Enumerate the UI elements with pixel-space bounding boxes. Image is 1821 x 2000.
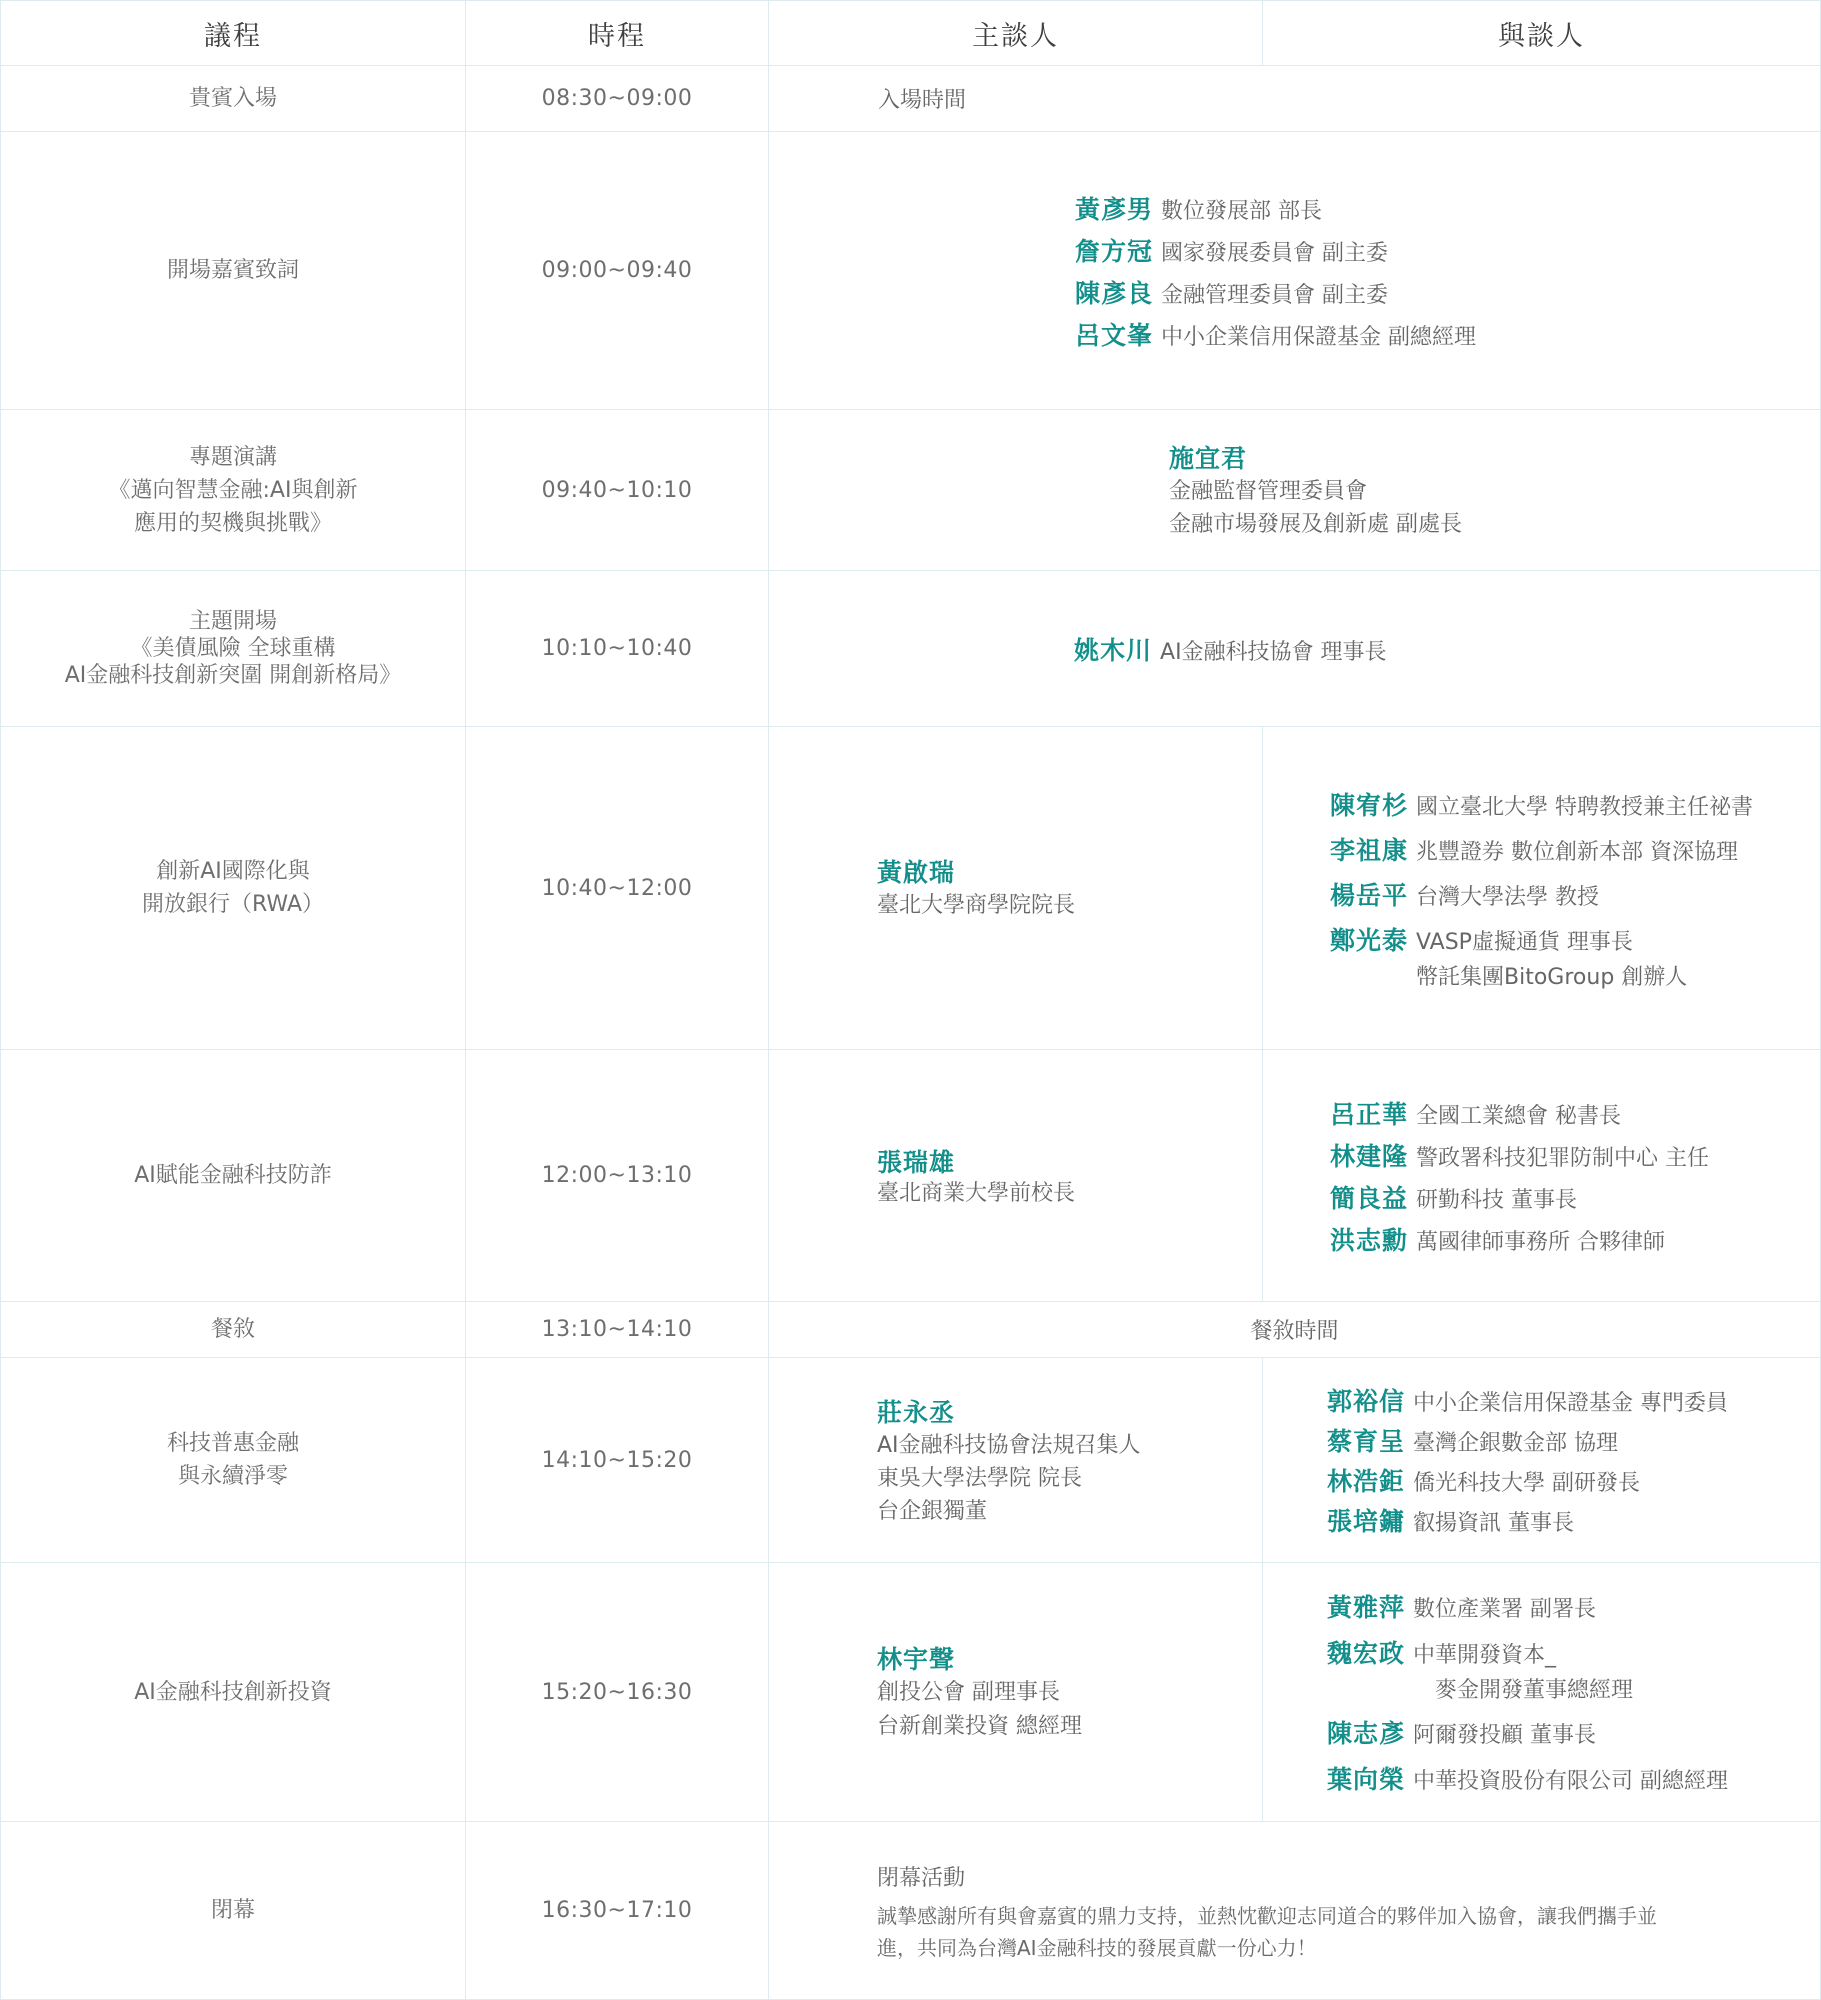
- agenda-cell: 創新AI國際化與 開放銀行（RWA）: [0, 726, 466, 1050]
- time-cell: 08:30~09:00: [465, 65, 769, 132]
- time-cell: 15:20~16:30: [465, 1562, 769, 1822]
- header-time: 時程: [465, 0, 769, 66]
- agenda-cell: 貴賓入場: [0, 65, 466, 132]
- agenda-cell: 專題演講 《邁向智慧金融:AI與創新 應用的契機與挑戰》: [0, 409, 466, 571]
- agenda-cell: AI賦能金融科技防詐: [0, 1049, 466, 1302]
- speaker-line: 陳彥良 金融管理委員會 副主委: [1075, 278, 1389, 308]
- speaker-cell: [768, 570, 1821, 727]
- speaker-line: 呂文峯 中小企業信用保證基金 副總經理: [1075, 320, 1477, 350]
- panelist-line: 葉向榮 中華投資股份有限公司 副總經理: [1327, 1765, 1729, 1794]
- time-cell: 10:40~12:00: [465, 726, 769, 1050]
- panelist-line: 洪志勳 萬國律師事務所 合夥律師: [1330, 1225, 1666, 1255]
- speaker-line: 詹方冠 國家發展委員會 副主委: [1075, 236, 1389, 266]
- panelist-line: 魏宏政 中華開發資本_ 麥金開發董事總經理: [1327, 1639, 1634, 1703]
- panelist-line: 林建隆 警政署科技犯罪防制中心 主任: [1330, 1141, 1710, 1171]
- panelist-line: 黃雅萍 數位產業署 副署長: [1327, 1593, 1597, 1622]
- panelists-cell: [1262, 1562, 1821, 1822]
- panelist-line: 陳宥杉 國立臺北大學 特聘教授兼主任祕書: [1330, 790, 1754, 820]
- panelist-line: 簡良益 研勤科技 董事長: [1330, 1183, 1578, 1213]
- header-panelists: 與談人: [1262, 0, 1821, 66]
- closing-cell: 閉幕活動 誠摯感謝所有與會嘉賓的鼎力支持，並熱忱歡迎志同道合的夥伴加入協會，讓我們攜手並 進，共同為台灣AI金融科技的發展貢獻一份心力！: [768, 1821, 1821, 2000]
- time-cell: 09:40~10:10: [465, 409, 769, 571]
- speaker-cell: 施宜君 金融監督管理委員會 金融市場發展及創新處 副處長: [768, 409, 1821, 571]
- agenda-cell: 餐敘: [0, 1301, 466, 1358]
- time-cell: 14:10~15:20: [465, 1357, 769, 1563]
- time-cell: 13:10~14:10: [465, 1301, 769, 1358]
- time-cell: 09:00~09:40: [465, 131, 769, 410]
- time-cell: 12:00~13:10: [465, 1049, 769, 1302]
- panelist-line: 陳志彥 阿爾發投顧 董事長: [1327, 1719, 1597, 1748]
- speakers-cell: [768, 131, 1821, 410]
- panelists-cell: [1262, 1357, 1821, 1563]
- speaker-line: 黃彥男 數位發展部 部長: [1075, 194, 1323, 224]
- header-agenda: 議程: [0, 0, 466, 66]
- moderator-cell: 張瑞雄 臺北商業大學前校長: [768, 1049, 1263, 1302]
- time-cell: 10:10~10:40: [465, 570, 769, 727]
- agenda-cell: 開場嘉賓致詞: [0, 131, 466, 410]
- panelists-cell: [1262, 726, 1821, 1050]
- agenda-cell: 主題開場 《美債風險 全球重構 AI金融科技創新突圍 開創新格局》: [0, 570, 466, 727]
- agenda-cell: 科技普惠金融 與永續淨零: [0, 1357, 466, 1563]
- moderator-cell: 莊永丞 AI金融科技協會法規召集人 東吳大學法學院 院長 台企銀獨董: [768, 1357, 1263, 1563]
- panelist-line: 鄭光泰 VASP虛擬通貨 理事長 幣託集團BitoGroup 創辦人: [1330, 925, 1688, 990]
- note-cell: 入場時間: [768, 65, 1821, 132]
- panelist-line: 楊岳平 台灣大學法學 教授: [1330, 880, 1600, 910]
- note-cell: 餐敘時間: [768, 1301, 1821, 1358]
- time-cell: 16:30~17:10: [465, 1821, 769, 2000]
- moderator-cell: 林宇聲 創投公會 副理事長 台新創業投資 總經理: [768, 1562, 1263, 1822]
- panelist-line: 張培鏞 叡揚資訊 董事長: [1327, 1507, 1575, 1536]
- agenda-cell: 閉幕: [0, 1821, 466, 2000]
- agenda-cell: AI金融科技創新投資: [0, 1562, 466, 1822]
- panelists-cell: [1262, 1049, 1821, 1302]
- moderator-cell: 黃啟瑞 臺北大學商學院院長: [768, 726, 1263, 1050]
- panelist-line: 林浩鉅 僑光科技大學 副研發長: [1327, 1467, 1641, 1496]
- speaker-line: 姚木川 AI金融科技協會 理事長: [1074, 635, 1387, 665]
- header-moderator: 主談人: [768, 0, 1263, 66]
- panelist-line: 呂正華 全國工業總會 秘書長: [1330, 1099, 1622, 1129]
- panelist-line: 蔡育呈 臺灣企銀數金部 協理: [1327, 1427, 1619, 1456]
- panelist-line: 李祖康 兆豐證券 數位創新本部 資深協理: [1330, 835, 1739, 865]
- panelist-line: 郭裕信 中小企業信用保證基金 專門委員: [1327, 1387, 1729, 1416]
